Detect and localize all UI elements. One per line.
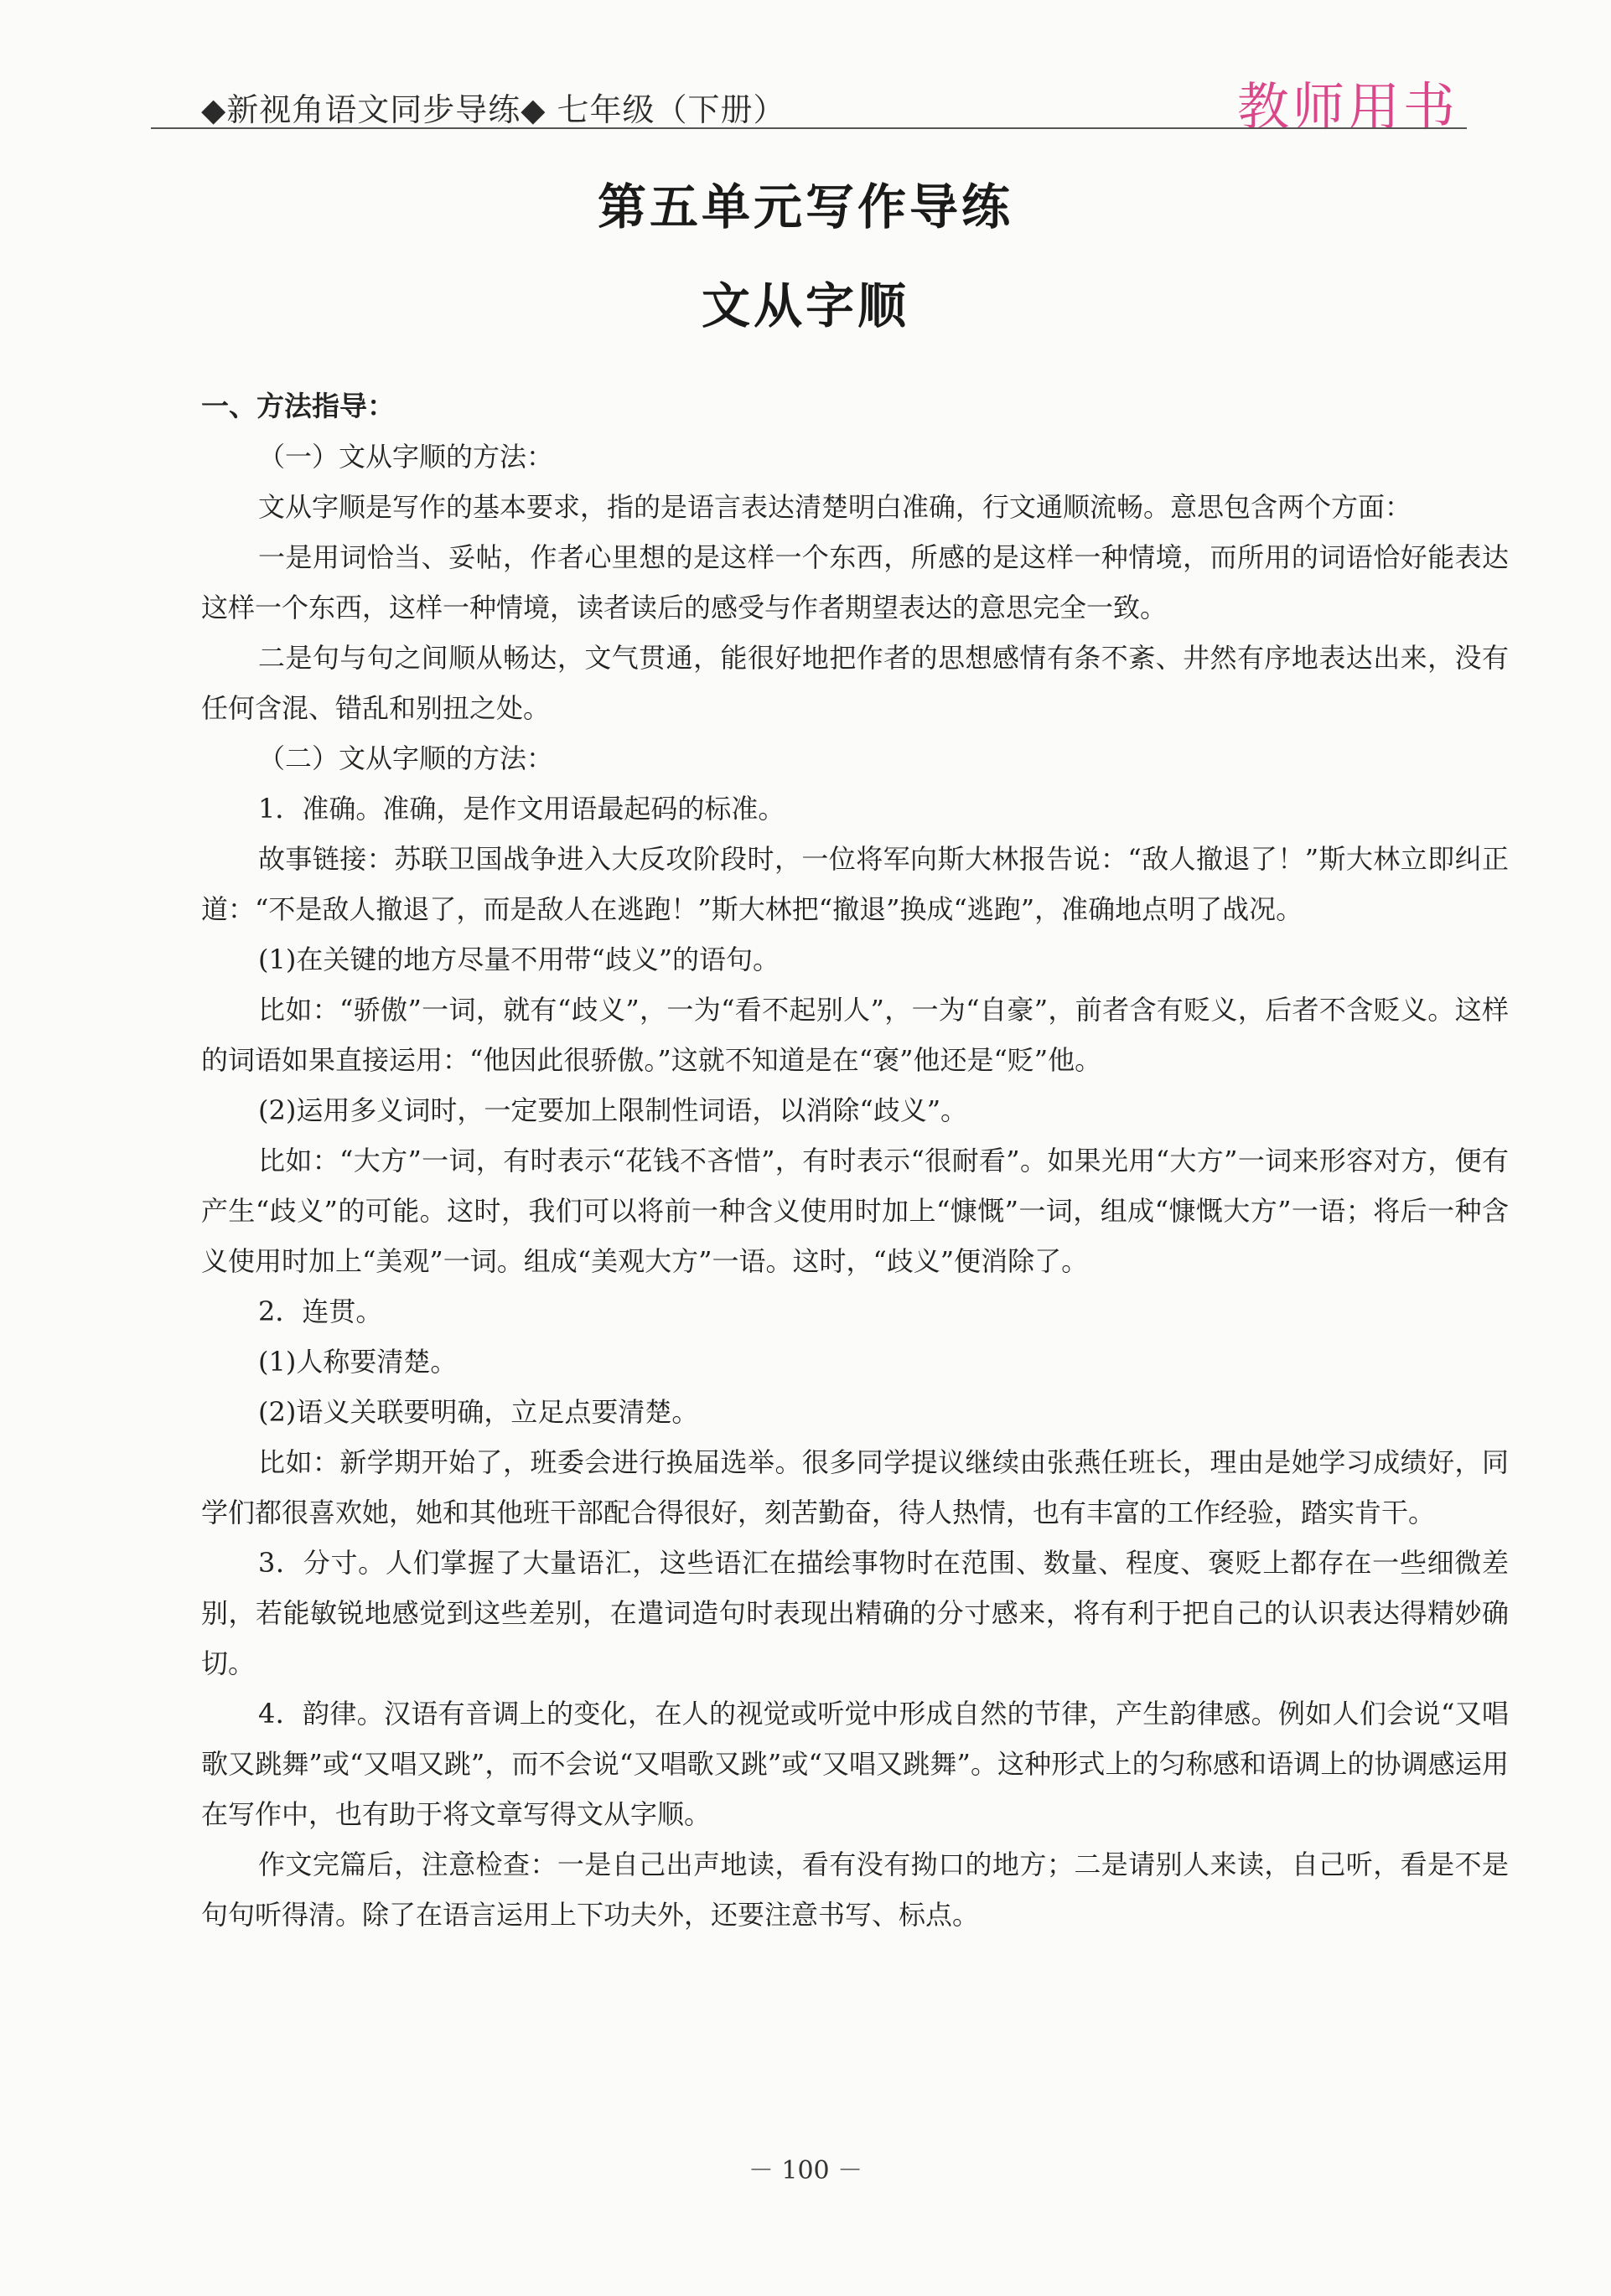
page-header [151, 65, 1467, 137]
point-accuracy: 1．准确。准确，是作文用语最起码的标准。 [258, 793, 785, 825]
sub-point: (1)人称要清楚。 [258, 1346, 458, 1378]
sub-point: (2)语义关联要明确，立足点要清楚。 [258, 1396, 699, 1428]
teacher-edition-badge: 教师用书 [1236, 76, 1458, 137]
paragraph-example: 比如：“大方”一词，有时表示“花钱不吝惜”，有时表示“很耐看”。如果光用“大方”一词来形容对方，便有产生“歧义”的可能。这时，我们可以将前一种含义使用时加上“慷慨”一词，组成“慷慨大方”一语；将后一种含义使用时加上“美观”一词。组成“美观大方”一语。这时，“歧义”便消除了。 [201, 1145, 1509, 1277]
paragraph: 文从字顺是写作的基本要求，指的是语言表达清楚明白准确，行文通顺流畅。意思包含两个方面： [258, 491, 1412, 523]
point-coherence: 2．连贯。 [258, 1295, 383, 1327]
header-divider [151, 127, 1467, 129]
point-proportion: 3．分寸。人们掌握了大量语汇，这些语汇在描绘事物时在范围、数量、程度、褒贬上都存在一些细微差别，若能敏锐地感觉到这些差别，在遣词造句时表现出精确的分寸感来，将有利于把自己的认识表达得精妙确切。 [201, 1547, 1509, 1679]
paragraph-example: 比如：“骄傲”一词，就有“歧义”，一为“看不起别人”，一为“自豪”，前者含有贬义，后者不含贬义。这样的词语如果直接运用：“他因此很骄傲。”这就不知道是在“褒”他还是“贬”他。 [201, 994, 1509, 1076]
sub-point: (1)在关键的地方尽量不用带“歧义”的语句。 [258, 944, 780, 975]
point-rhythm: 4．韵律。汉语有音调上的变化，在人的视觉或听觉中形成自然的节律，产生韵律感。例如人们会说“又唱歌又跳舞”或“又唱又跳”，而不会说“又唱歌又跳”或“又唱又跳舞”。这种形式上的匀称感和语调上的协调感运用在写作中，也有助于将文章写得文从字顺。 [201, 1698, 1509, 1830]
subheading-method-1: （一）文从字顺的方法： [258, 441, 554, 473]
sub-point: (2)运用多义词时，一定要加上限制性词语，以消除“歧义”。 [258, 1094, 968, 1126]
series-title: ◆新视角语文同步导练◆ 七年级（下册） [201, 91, 786, 128]
paragraph-story-link: 故事链接：苏联卫国战争进入大反攻阶段时，一位将军向斯大林报告说：“敌人撤退了！”斯大林立即纠正道：“不是敌人撤退了，而是敌人在逃跑！”斯大林把“撤退”换成“逃跑”，准确地点明了战况。 [201, 843, 1509, 925]
paragraph-example: 比如：新学期开始了，班委会进行换届选举。很多同学提议继续由张燕任班长，理由是她学习成绩好，同学们都很喜欢她，她和其他班干部配合得很好，刻苦勤奋，待人热情，也有丰富的工作经验，踏实肯干。 [201, 1446, 1509, 1528]
section-heading-method-guide: 一、方法指导： [201, 390, 395, 422]
paragraph-check: 作文完篇后，注意检查：一是自己出声地读，看有没有拗口的地方；二是请别人来读，自己听，看是不是句句听得清。除了在语言运用上下功夫外，还要注意书写、标点。 [201, 1849, 1509, 1931]
subheading-method-2: （二）文从字顺的方法： [258, 742, 554, 774]
page-number: － 100 － [748, 2156, 863, 2185]
paragraph: 二是句与句之间顺从畅达，文气贯通，能很好地把作者的思想感情有条不紊、井然有序地表达出来，没有任何含混、错乱和别扭之处。 [201, 642, 1509, 724]
body-text [201, 381, 1509, 1940]
paragraph: 一是用词恰当、妥帖，作者心里想的是这样一个东西，所感的是这样一种情境，而所用的词语恰好能表达这样一个东西，这样一种情境，读者读后的感受与作者期望表达的意思完全一致。 [201, 541, 1509, 623]
page-subtitle: 文从字顺 [701, 277, 909, 334]
page-title: 第五单元写作导练 [597, 178, 1013, 235]
